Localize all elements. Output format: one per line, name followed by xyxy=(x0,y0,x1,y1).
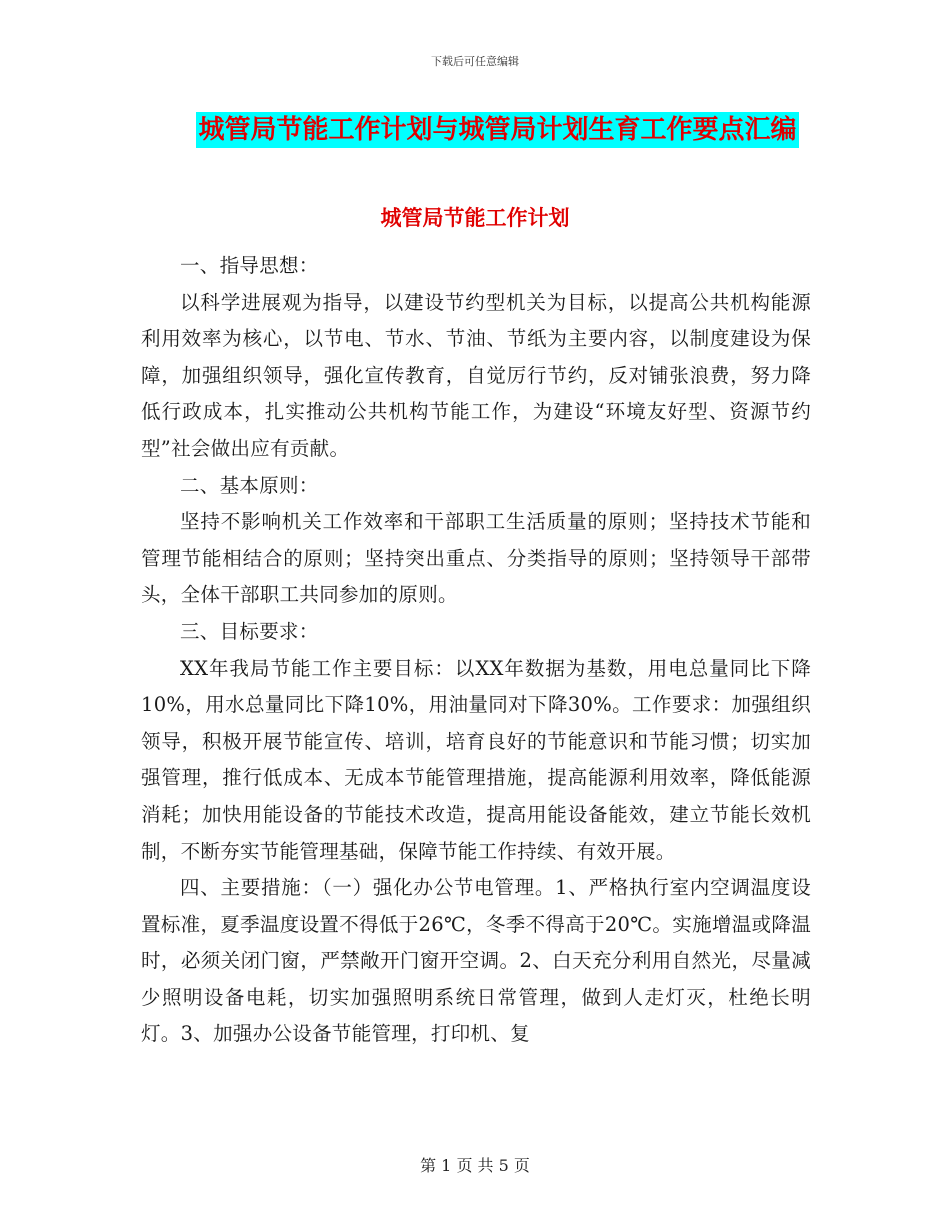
paragraph-target-requirements: XX年我局节能工作主要目标：以XX年数据为基数，用电总量同比下降10%，用水总量同比下降10%，用油量同对下降30%。工作要求：加强组织领导，积极开展节能宣传、培训，培育良好的节能意识和节能习惯；切实加强管理，推行低成本、无成本节能管理措施，提高能源利用效率，降低能源消耗；加快用能设备的节能技术改造，提高用能设备能效，建立节能长效机制，不断夯实节能管理基础，保障节能工作持续、有效开展。 xyxy=(141,656,811,863)
page-footer: 第 1 页 共 5 页 xyxy=(420,1156,530,1175)
document-title: 城管局节能工作计划与城管局计划生育工作要点汇编 xyxy=(196,112,798,148)
section-title: 城管局节能工作计划 xyxy=(380,206,570,230)
paragraph-guiding-ideology: 以科学进展观为指导，以建设节约型机关为目标，以提高公共机构能源利用效率为核心，以节电、节水、节油、节纸为主要内容，以制度建设为保障，加强组织领导，强化宣传教育，自觉厉行节约，反对铺张浪费，努力降低行政成本，扎实推动公共机构节能工作，为建设“环境友好型、资源节约型”社会做出应有贡献。 xyxy=(141,290,811,460)
heading-target-requirements: 三、目标要求： xyxy=(180,619,319,643)
paragraph-main-measures: 四、主要措施：（一）强化办公节电管理。1、严格执行室内空调温度设置标准，夏季温度设置不得低于26℃，冬季不得高于20℃。实施增温或降温时，必须关闭门窗，严禁敞开门窗开空调。2、白天充分利用自然光，尽量减少照明设备电耗，切实加强照明系统日常管理，做到人走灯灭，杜绝长明灯。3、加强办公设备节能管理，打印机、复 xyxy=(141,876,811,1046)
document-title-container xyxy=(0,112,950,148)
header-note: 下载后可任意编辑 xyxy=(431,55,519,68)
heading-basic-principles: 二、基本原则： xyxy=(180,473,319,497)
paragraph-basic-principles: 坚持不影响机关工作效率和干部职工生活质量的原则；坚持技术节能和管理节能相结合的原则；坚持突出重点、分类指导的原则；坚持领导干部带头，全体干部职工共同参加的原则。 xyxy=(141,510,811,607)
document-body xyxy=(141,248,811,1053)
heading-guiding-ideology: 一、指导思想： xyxy=(180,254,319,277)
